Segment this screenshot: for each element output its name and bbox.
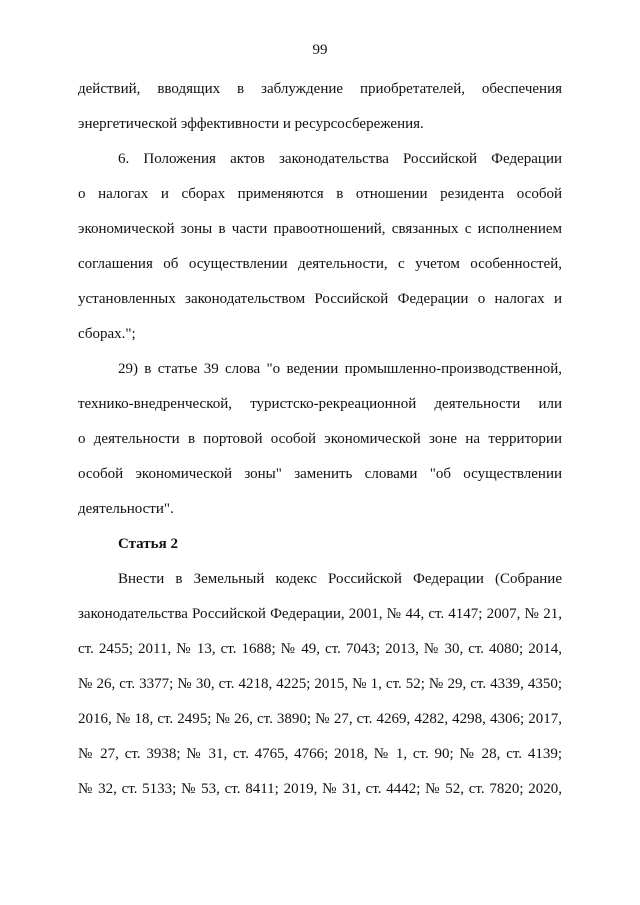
text-line: № 32, ст. 5133; № 53, ст. 8411; 2019, № 31, ст. 4442; № 52, ст. 7820; 2020, <box>78 781 562 797</box>
text-line: деятельности". <box>78 501 174 517</box>
article-heading: Статья 2 <box>118 536 178 552</box>
text-line: особой экономической зоны" заменить словами "об осуществлении <box>78 466 562 482</box>
text-line: установленных законодательством Российской Федерации о налогах и <box>78 291 562 307</box>
text-line: сборах."; <box>78 326 136 342</box>
text-line: энергетической эффективности и ресурсосбережения. <box>78 116 424 132</box>
document-body <box>78 78 562 813</box>
text-line: 29) в статье 39 слова "о ведении промышленно-производственной, <box>118 361 562 377</box>
text-line: действий, вводящих в заблуждение приобретателей, обеспечения <box>78 81 562 97</box>
text-line: № 26, ст. 3377; № 30, ст. 4218, 4225; 2015, № 1, ст. 52; № 29, ст. 4339, 4350; <box>78 676 562 692</box>
text-line: соглашения об осуществлении деятельности, с учетом особенностей, <box>78 256 562 272</box>
text-line: 6. Положения актов законодательства Российской Федерации <box>118 151 562 167</box>
text-line: Внести в Земельный кодекс Российской Федерации (Собрание <box>118 571 562 587</box>
text-line: о деятельности в портовой особой экономической зоне на территории <box>78 431 562 447</box>
text-line: экономической зоны в части правоотношений, связанных с исполнением <box>78 221 562 237</box>
text-line: о налогах и сборах применяются в отношении резидента особой <box>78 186 562 202</box>
text-line: технико-внедренческой, туристско-рекреационной деятельности или <box>78 396 562 412</box>
text-line: № 27, ст. 3938; № 31, ст. 4765, 4766; 2018, № 1, ст. 90; № 28, ст. 4139; <box>78 746 562 762</box>
text-line: законодательства Российской Федерации, 2001, № 44, ст. 4147; 2007, № 21, <box>78 606 562 622</box>
page-number: 99 <box>312 42 328 58</box>
text-line: ст. 2455; 2011, № 13, ст. 1688; № 49, ст. 7043; 2013, № 30, ст. 4080; 2014, <box>78 641 562 657</box>
text-line: 2016, № 18, ст. 2495; № 26, ст. 3890; № 27, ст. 4269, 4282, 4298, 4306; 2017, <box>78 711 562 727</box>
